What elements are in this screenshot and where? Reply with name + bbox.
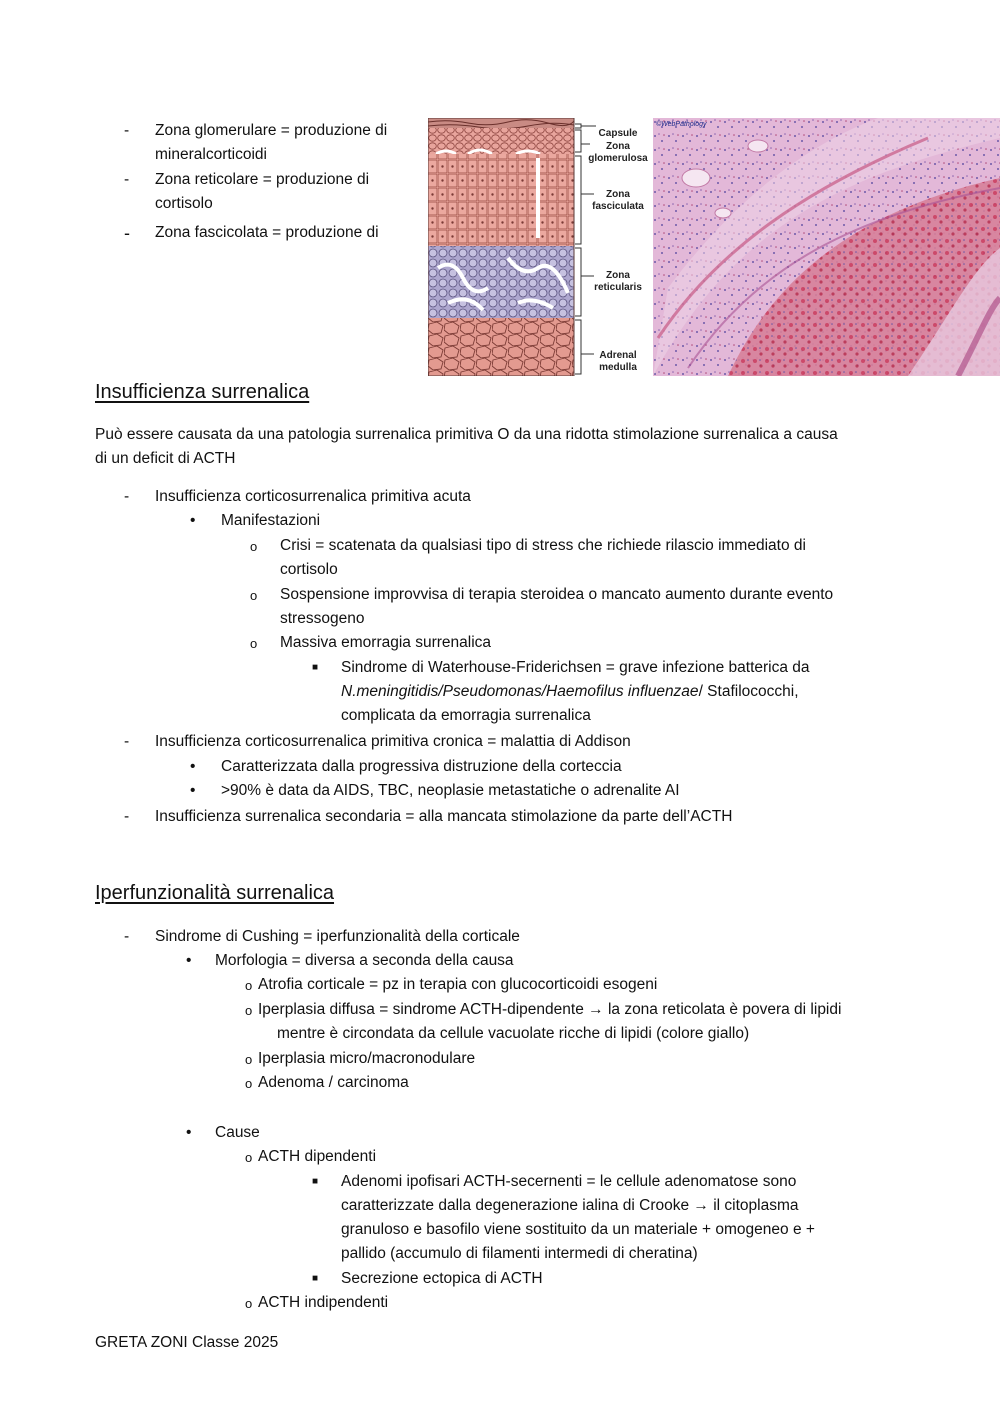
circle-bullet: o — [250, 588, 258, 603]
label-zona-2: Zona — [606, 189, 630, 200]
list-item: Caratterizzata dalla progressiva distruzione della corteccia — [221, 758, 622, 775]
list-item: Insufficienza surrenalica secondaria = alla mancata stimolazione da parte dell’ACTH — [155, 808, 733, 825]
watermark: ©WebPathology — [656, 121, 707, 128]
label-zona-3: Zona — [606, 270, 630, 281]
circle-bullet: o — [245, 978, 253, 993]
zone-glomerulare-line1: Zona glomerulare = produzione di — [155, 122, 388, 139]
label-reticularis: reticularis — [594, 282, 642, 293]
list-item: granuloso e basofilo viene sostituito da un materiale + omogeneo e + — [341, 1221, 815, 1238]
label-zona-1: Zona — [606, 141, 630, 152]
zone-fascicolata-line: Zona fascicolata = produzione di — [155, 224, 379, 241]
list-item: >90% è data da AIDS, TBC, neoplasie metastatiche o adrenalite AI — [221, 782, 680, 799]
list-item: Iperplasia micro/macronodulare — [258, 1050, 476, 1067]
list-item: Cause — [215, 1124, 260, 1141]
dot-bullet: • — [190, 758, 196, 775]
list-item: ACTH indipendenti — [258, 1294, 389, 1311]
dash-bullet: - — [124, 223, 130, 243]
list-item: Adenomi ipofisari ACTH-secernenti = le cellule adenomatose sono — [341, 1173, 797, 1190]
circle-bullet: o — [250, 636, 258, 651]
zone-reticolare-line1: Zona reticolare = produzione di — [155, 171, 370, 188]
dash-bullet: - — [124, 928, 130, 945]
footer-text: GRETA ZONI Classe 2025 — [95, 1334, 279, 1351]
intro-line2: di un deficit di ACTH — [95, 450, 236, 467]
square-bullet: ■ — [312, 662, 319, 673]
list-item: Secrezione ectopica di ACTH — [341, 1270, 543, 1287]
list-item: Sindrome di Waterhouse-Friderichsen = grave infezione batterica da — [341, 659, 810, 676]
list-item: ACTH dipendenti — [258, 1148, 377, 1165]
circle-bullet: o — [245, 1003, 253, 1018]
list-item: Iperplasia diffusa = sindrome ACTH-dipendente → la zona reticolata è povera di lipidi — [258, 1001, 842, 1018]
label-adrenal: Adrenal — [599, 350, 637, 361]
list-item: Adenoma / carcinoma — [258, 1074, 409, 1091]
label-glomerulosa: glomerulosa — [588, 153, 648, 164]
circle-bullet: o — [245, 1296, 253, 1311]
list-item: Crisi = scatenata da qualsiasi tipo di stress che richiede rilascio immediato di — [280, 537, 806, 554]
circle-bullet: o — [250, 539, 258, 554]
label-fasciculata: fasciculata — [592, 201, 644, 212]
dash-bullet: - — [124, 171, 130, 188]
list-item: Insufficienza corticosurrenalica primitiva cronica = malattia di Addison — [155, 733, 631, 750]
list-item: Massiva emorragia surrenalica — [280, 634, 492, 651]
zone-glomerulare-line2: mineralcorticoidi — [155, 146, 267, 163]
circle-bullet: o — [245, 1076, 253, 1091]
circle-bullet: o — [245, 1150, 253, 1165]
dot-bullet: • — [186, 1124, 192, 1141]
dash-bullet: - — [124, 733, 130, 750]
circle-bullet: o — [245, 1052, 253, 1067]
zone-reticolare-line2: cortisolo — [155, 195, 213, 212]
list-item: Sindrome di Cushing = iperfunzionalità della corticale — [155, 928, 520, 945]
dash-bullet: - — [124, 808, 130, 825]
list-item: complicata da emorragia surrenalica — [341, 707, 591, 724]
section-heading-iperfunzionalita: Iperfunzionalità surrenalica — [95, 882, 335, 904]
square-bullet: ■ — [312, 1176, 319, 1187]
list-item: Manifestazioni — [221, 512, 321, 529]
dot-bullet: • — [190, 512, 196, 529]
label-medulla: medulla — [599, 362, 637, 373]
list-item: Sospensione improvvisa di terapia steroidea o mancato aumento durante evento — [280, 586, 834, 603]
list-item: cortisolo — [280, 561, 338, 578]
bacteria-italic: N.meningitidis/Pseudomonas/Haemofilus influenzae — [341, 683, 699, 700]
dash-bullet: - — [124, 488, 130, 505]
bacteria-rest: / Stafilococchi, — [698, 683, 799, 700]
list-item: mentre è circondata da cellule vacuolate ricche di lipidi (colore giallo) — [277, 1025, 750, 1042]
dot-bullet: • — [186, 952, 192, 969]
list-item: Atrofia corticale = pz in terapia con glucocorticoidi esogeni — [258, 976, 658, 993]
intro-line1: Può essere causata da una patologia surrenalica primitiva O da una ridotta stimolazione surrenalica a causa — [95, 426, 838, 443]
adrenal-figure — [428, 118, 1000, 376]
square-bullet: ■ — [312, 1273, 319, 1284]
histology-image — [653, 118, 1000, 376]
section-heading-insufficienza: Insufficienza surrenalica — [95, 381, 310, 403]
list-item: pallido (accumulo di filamenti intermedi di cheratina) — [341, 1245, 698, 1262]
label-capsule: Capsule — [598, 128, 638, 139]
dash-bullet: - — [124, 122, 130, 139]
list-item: Morfologia = diversa a seconda della causa — [215, 952, 514, 969]
list-item: caratterizzate dalla degenerazione ialina di Crooke → il citoplasma — [341, 1197, 799, 1214]
dot-bullet: • — [190, 782, 196, 799]
list-item: Insufficienza corticosurrenalica primitiva acuta — [155, 488, 471, 505]
adrenal-zones-diagram — [428, 118, 574, 376]
list-item-bacteria — [341, 681, 799, 703]
list-item: stressogeno — [280, 610, 365, 627]
